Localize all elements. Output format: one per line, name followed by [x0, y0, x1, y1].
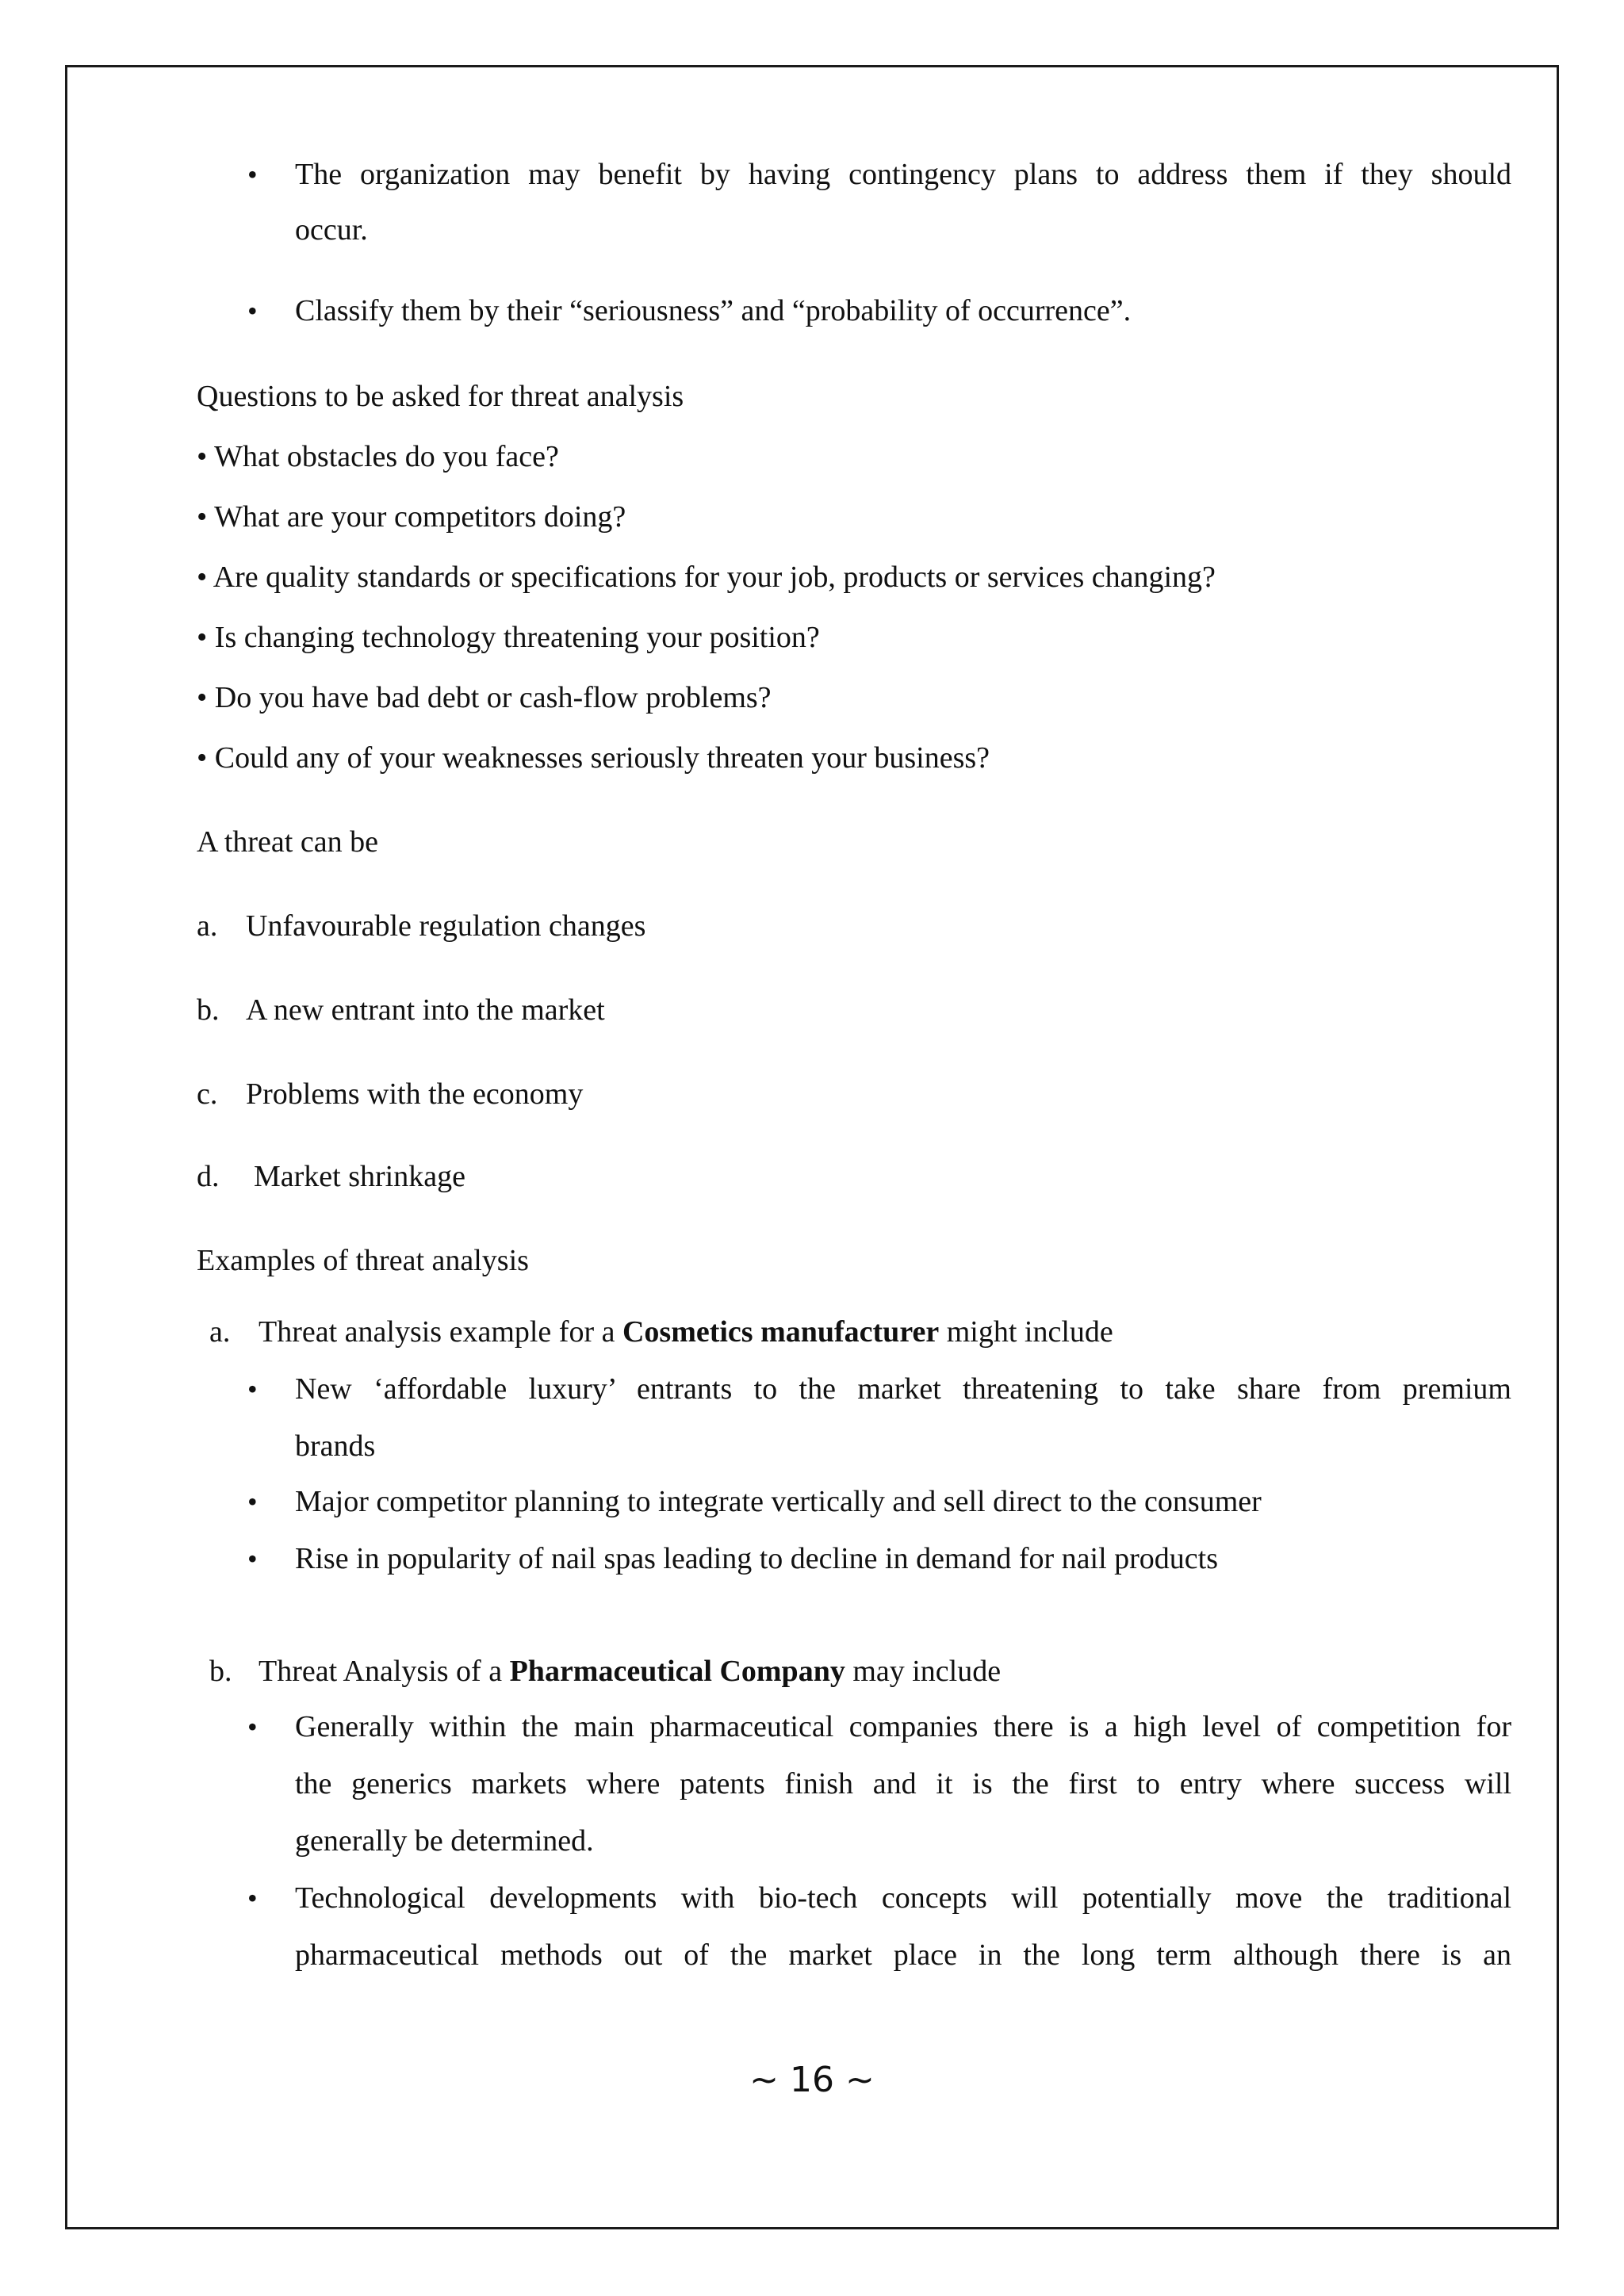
bullet-icon: • — [247, 1373, 258, 1405]
bullet-icon: • — [247, 159, 258, 190]
example-a-marker: a. — [209, 1315, 231, 1349]
example-a-prefix: Threat analysis example for a — [259, 1315, 622, 1349]
threat-heading: A threat can be — [197, 825, 378, 859]
example-b-bold: Pharmaceutical Company — [509, 1655, 845, 1688]
question-item: • Are quality standards or specifications for your job, products or services changing? — [197, 561, 1216, 594]
threat-marker: a. — [197, 909, 218, 943]
threat-marker: b. — [197, 993, 220, 1027]
bullet-icon: • — [247, 1882, 258, 1914]
bullet-icon: • — [247, 295, 258, 327]
threat-item: Market shrinkage — [254, 1160, 465, 1193]
question-item: • What obstacles do you face? — [197, 440, 559, 473]
threat-marker: d. — [197, 1160, 220, 1193]
example-b-bullet-1-line-1: Generally within the main pharmaceutical companies there is a high level of competition for — [295, 1710, 1511, 1743]
example-a-bold: Cosmetics manufacturer — [622, 1315, 940, 1349]
threat-item: Problems with the economy — [246, 1077, 584, 1111]
example-a-bullet-1-line-2: brands — [295, 1429, 376, 1463]
threat-marker: c. — [197, 1077, 218, 1111]
questions-heading: Questions to be asked for threat analysis — [197, 380, 684, 413]
example-a-bullet-3: Rise in popularity of nail spas leading to decline in demand for nail products — [295, 1542, 1219, 1575]
example-b-marker: b. — [209, 1655, 232, 1688]
example-a-bullet-1-line-1: New ‘affordable luxury’ entrants to the market threatening to take share from premium — [295, 1372, 1511, 1406]
example-b-bullet-2-line-1: Technological developments with bio-tech concepts will potentially move the traditional — [295, 1881, 1511, 1915]
bullet-icon: • — [247, 1543, 258, 1575]
example-a-heading — [259, 1313, 1113, 1351]
bullet-icon: • — [247, 1486, 258, 1517]
question-item: • What are your competitors doing? — [197, 500, 626, 534]
top-bullet-2: Classify them by their “seriousness” and “probability of occurrence”. — [295, 294, 1132, 327]
question-item: • Is changing technology threatening your position? — [197, 621, 820, 654]
page-number: ~ 16 ~ — [749, 2060, 875, 2100]
example-a-suffix: might include — [939, 1315, 1113, 1349]
threat-item: A new entrant into the market — [246, 993, 605, 1027]
example-b-heading — [259, 1652, 1001, 1690]
example-b-bullet-2-line-2: pharmaceutical methods out of the market place in the long term although there is an — [295, 1938, 1511, 1972]
question-item: • Do you have bad debt or cash-flow problems? — [197, 681, 772, 714]
question-item: • Could any of your weaknesses seriously threaten your business? — [197, 741, 990, 775]
bullet-icon: • — [247, 1711, 258, 1743]
example-b-bullet-1-line-2: the generics markets where patents finish and it is the first to entry where success will — [295, 1767, 1511, 1800]
example-b-bullet-1-line-3: generally be determined. — [295, 1824, 594, 1858]
examples-heading: Examples of threat analysis — [197, 1244, 529, 1277]
example-a-bullet-2: Major competitor planning to integrate vertically and sell direct to the consumer — [295, 1485, 1262, 1518]
top-bullet-1-line-2: occur. — [295, 213, 368, 247]
top-bullet-1-line-1: The organization may benefit by having contingency plans to address them if they should — [295, 158, 1511, 191]
example-b-suffix: may include — [845, 1655, 1002, 1688]
example-b-prefix: Threat Analysis of a — [259, 1655, 510, 1688]
threat-item: Unfavourable regulation changes — [246, 909, 646, 943]
